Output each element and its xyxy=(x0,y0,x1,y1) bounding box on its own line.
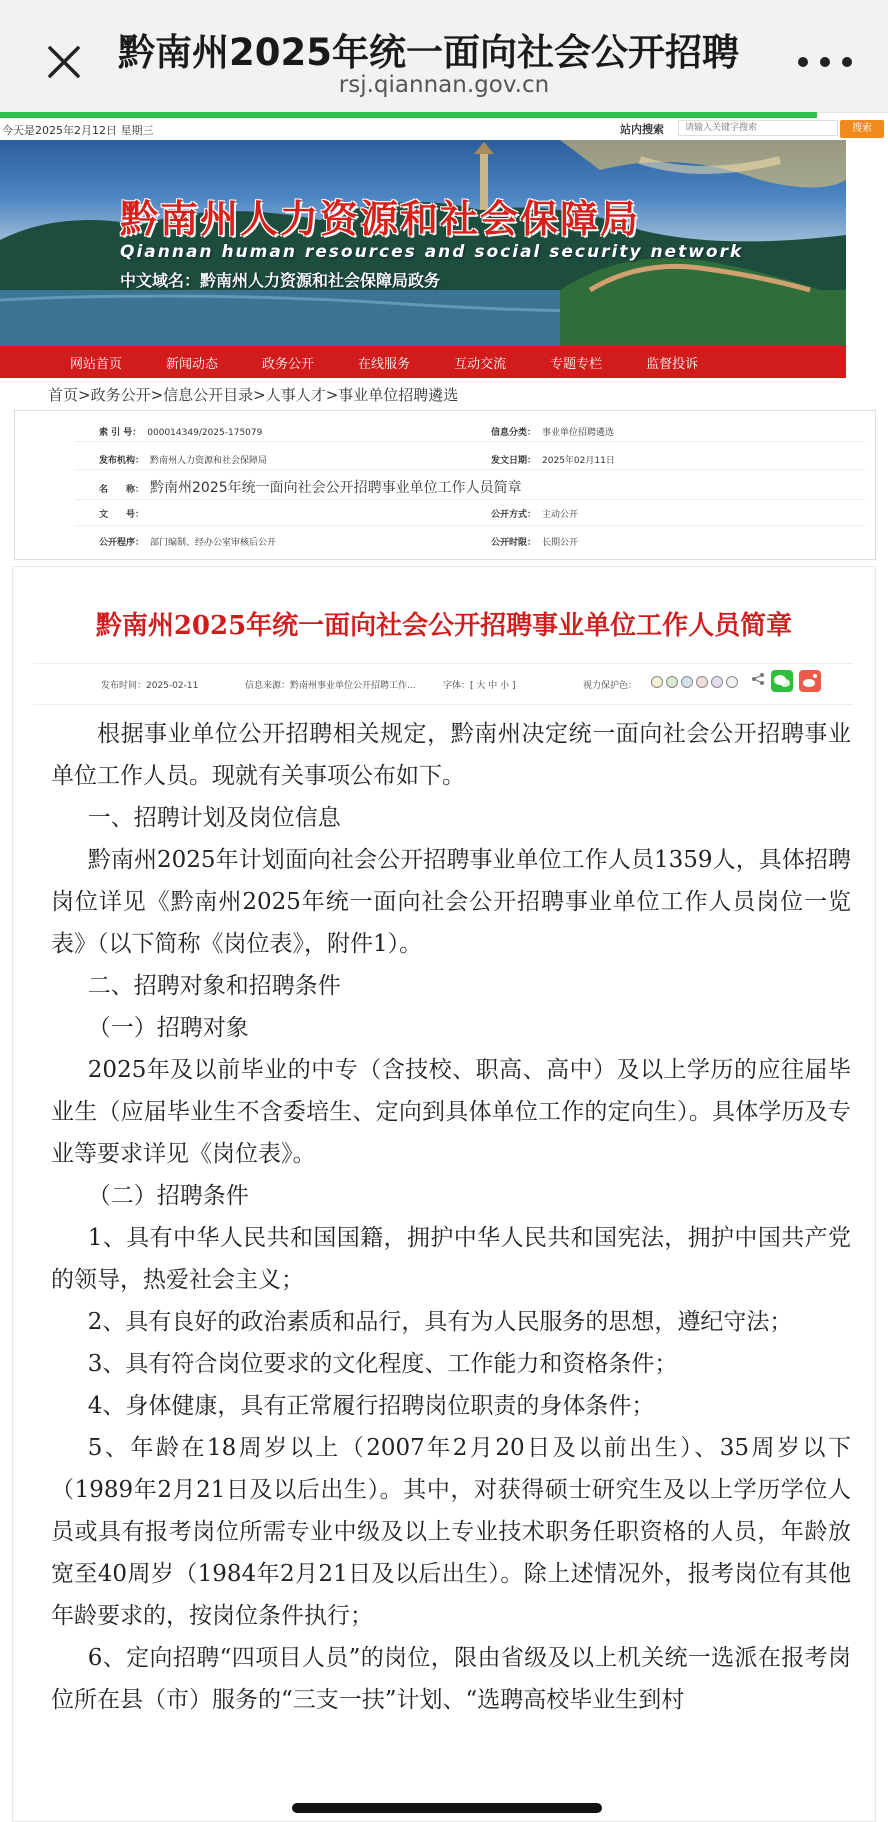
meta-source: 信息来源：黔南州事业单位公开招聘工作... xyxy=(245,681,416,691)
eye-protection-colors xyxy=(651,676,738,688)
info-index xyxy=(99,425,262,438)
search-input[interactable] xyxy=(678,120,838,136)
info-index-value: 000014349/2025-175079 xyxy=(147,428,263,438)
info-divider xyxy=(75,469,865,470)
paragraph: 3、具有符合岗位要求的文化程度、工作能力和资格条件； xyxy=(87,1351,678,1377)
eye-color-option[interactable] xyxy=(726,676,738,688)
font-size-control[interactable]: 字体：[ 大 中 小 ] xyxy=(443,681,516,691)
info-category-label: 信息分类： xyxy=(491,428,537,438)
info-category xyxy=(491,425,614,438)
eye-color-option[interactable] xyxy=(651,676,663,688)
info-date-value: 2025年02月11日 xyxy=(542,456,615,466)
info-date-label: 发文日期： xyxy=(491,456,537,466)
banner-title: 黔南州人力资源和社会保障局 xyxy=(120,197,641,241)
eye-color-option[interactable] xyxy=(681,676,693,688)
article-meta xyxy=(33,663,853,705)
paragraph: 黔南州2025年计划面向社会公开招聘事业单位工作人员1359人，具体招聘岗位详见《黔南州2025年统一面向社会公开招聘事业单位工作人员岗位一览表》（以下简称《岗位表》，附件1）。 xyxy=(51,847,851,957)
nav-item-home[interactable]: 网站首页 xyxy=(70,356,123,372)
info-method-value: 主动公开 xyxy=(542,510,579,520)
eye-protection-label: 视力保护色： xyxy=(583,681,638,691)
nav-item-topics[interactable]: 专题专栏 xyxy=(550,356,603,372)
section-heading: 一、招聘计划及岗位信息 xyxy=(87,805,341,831)
paragraph: 2、具有良好的政治素质和品行，具有为人民服务的思想，遵纪守法； xyxy=(87,1309,793,1335)
info-procedure xyxy=(99,535,276,548)
paragraph: 根据事业单位公开招聘相关规定，黔南州决定统一面向社会公开招聘事业单位工作人员。现就有关事项公布如下。 xyxy=(51,721,851,789)
search-label: 站内搜索 xyxy=(620,123,664,136)
more-options-icon[interactable] xyxy=(790,42,860,82)
page-url: rsj.qiannan.gov.cn xyxy=(338,72,550,98)
info-name-value: 黔南州2025年统一面向社会公开招聘事业单位工作人员简章 xyxy=(150,480,522,496)
nav-item-interaction[interactable]: 互动交流 xyxy=(454,356,507,372)
subsection-heading: （二）招聘条件 xyxy=(87,1183,249,1209)
wechat-share-icon[interactable] xyxy=(771,670,793,692)
info-publisher-value: 黔南州人力资源和社会保障局 xyxy=(150,456,268,466)
eye-color-option[interactable] xyxy=(666,676,678,688)
info-divider xyxy=(75,441,865,442)
paragraph: 4、身体健康，具有正常履行招聘岗位职责的身体条件； xyxy=(87,1393,655,1419)
info-divider xyxy=(75,525,865,526)
nav-item-gov-affairs[interactable]: 政务公开 xyxy=(262,356,315,372)
info-divider xyxy=(75,499,865,500)
info-docno-label: 文 号： xyxy=(99,510,145,520)
paragraph: 1、具有中华人民共和国国籍，拥护中华人民共和国宪法，拥护中国共产党的领导，热爱社会主义； xyxy=(51,1225,851,1293)
paragraph: 5、年龄在18周岁以上（2007年2月20日及以前出生）、35周岁以下（1989年2月21日及以后出生）。其中，对获得硕士研究生及以上学历学位人员或具有报考岗位所需专业中级及以上专业技术职务任职资格的人员，年龄放宽至40周岁（1984年2月21日及以后出生）。除上述情况外，报考岗位有其他年龄要求的，按岗位条件执行； xyxy=(51,1435,851,1629)
info-period-label: 公开时限： xyxy=(491,538,537,548)
search-button[interactable]: 搜索 xyxy=(840,120,884,138)
info-docno xyxy=(99,507,150,520)
home-indicator xyxy=(292,1803,602,1813)
article xyxy=(12,566,876,1822)
eye-color-option[interactable] xyxy=(711,676,723,688)
eye-color-option[interactable] xyxy=(696,676,708,688)
info-procedure-label: 公开程序： xyxy=(99,538,145,548)
site-banner xyxy=(0,140,846,346)
page-title: 黔南州2025年统一面向社会公开招聘 xyxy=(118,31,739,74)
browser-toolbar xyxy=(0,0,888,113)
info-method-label: 公开方式： xyxy=(491,510,537,520)
info-period-value: 长期公开 xyxy=(542,538,579,548)
breadcrumb[interactable]: 首页>政务公开>信息公开目录>人事人才>事业单位招聘遴选 xyxy=(48,386,459,404)
meta-publish-time: 发布时间：2025-02-11 xyxy=(101,681,199,691)
paragraph: 2025年及以前毕业的中专（含技校、职高、高中）及以上学历的应往届毕业生（应届毕业生不含委培生、定向到具体单位工作的定向生）。具体学历及专业等要求详见《岗位表》。 xyxy=(51,1057,851,1167)
share-icon[interactable] xyxy=(751,672,765,689)
nav-item-online-services[interactable]: 在线服务 xyxy=(358,356,411,372)
info-procedure-value: 部门编制、经办公室审核后公开 xyxy=(150,538,277,548)
info-publisher xyxy=(99,453,267,466)
main-nav xyxy=(0,346,846,378)
info-name xyxy=(99,477,522,497)
nav-item-complaints[interactable]: 监督投诉 xyxy=(646,356,699,372)
document-info-box xyxy=(14,410,876,560)
info-date xyxy=(491,453,615,466)
banner-domain: 中文域名：黔南州人力资源和社会保障局政务 xyxy=(120,271,441,290)
current-date: 今天是2025年2月12日 星期三 xyxy=(2,124,154,137)
info-publisher-label: 发布机构： xyxy=(99,456,145,466)
subsection-heading: （一）招聘对象 xyxy=(87,1015,249,1041)
nav-item-news[interactable]: 新闻动态 xyxy=(166,356,219,372)
weibo-share-icon[interactable] xyxy=(799,670,821,692)
section-heading: 二、招聘对象和招聘条件 xyxy=(87,973,341,999)
article-content xyxy=(51,713,851,1721)
info-period xyxy=(491,535,578,548)
article-title: 黔南州2025年统一面向社会公开招聘事业单位工作人员简章 xyxy=(95,611,793,641)
info-name-label: 名 称： xyxy=(99,485,145,495)
site-top-strip xyxy=(0,118,888,140)
banner-subtitle: Qiannan human resources and social security network xyxy=(120,242,744,262)
info-category-value: 事业单位招聘遴选 xyxy=(542,428,615,438)
info-index-label: 索 引 号： xyxy=(99,428,142,438)
paragraph: 6、定向招聘“四项目人员”的岗位，限由省级及以上机关统一选派在报考岗位所在县（市）服务的“三支一扶”计划、“选聘高校毕业生到村 xyxy=(51,1645,851,1713)
info-method xyxy=(491,507,578,520)
